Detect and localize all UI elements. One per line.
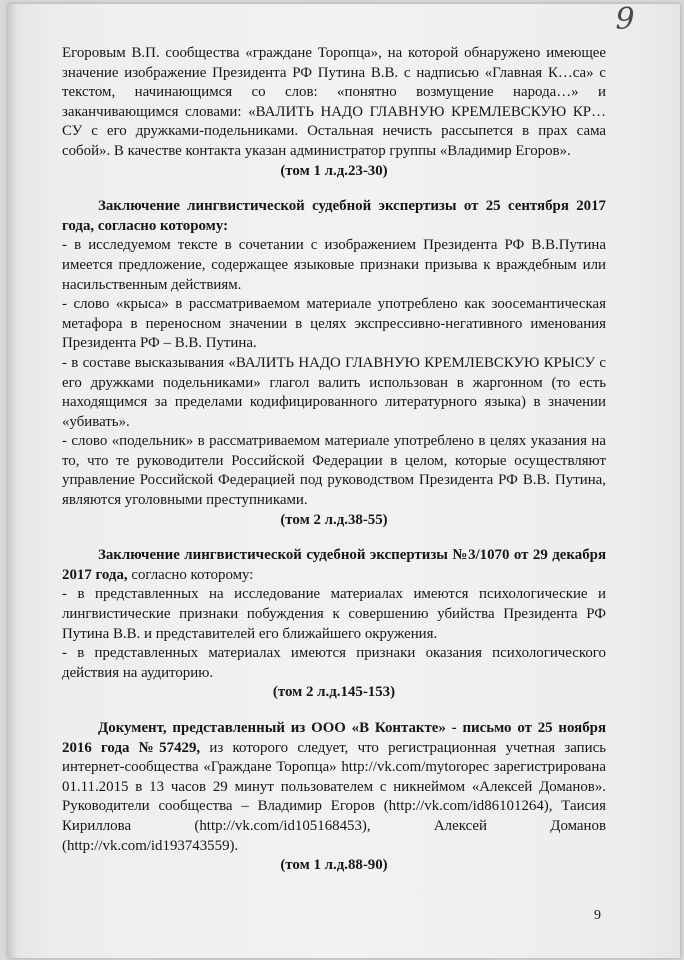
page-number: 9 [594,908,601,923]
list-item: - слово «крыса» в рассматриваемом материале употреблено как зоосемантическая метафора в переносном значении в целях экспрессивно-негативного именования Президента РФ – В.В. Путина. [62,296,606,352]
volume-reference: (том 2 л.д.145-153) [272,684,396,701]
heading-bold-text: Заключение лингвистической судебной экспертизы №3/1070 от 29 декабря 2017 года, [62,547,606,583]
section-heading-document [62,719,606,856]
volume-reference: (том 1 л.д.23-30) [280,162,388,179]
volume-reference: (том 1 л.д.88-90) [280,857,388,874]
heading-bold-text: Документ, представленный из ООО «В Контакте» - письмо от 25 ноября 2016 года №57429, [62,720,606,756]
section-heading-expertise-1: Заключение лингвистической судебной экспертизы от 25 сентября 2017 года, согласно которому: [62,198,606,234]
list-item: - в составе высказывания «ВАЛИТЬ НАДО ГЛАВНУЮ КРЕМЛЕВСКУЮ КРЫСУ с его дружками подельниками» глагол валить использован в жаргонном (то есть находящимся за пределами кодифицированного литературного языка) в значении «убивать». [62,354,606,430]
document-body [62,44,606,876]
list-item: - в представленных на исследование материалах имеются психологические и лингвистические признаки побуждения к совершению убийства Президента РФ Путина В.В. и представителей его ближайшего окружения. [62,586,606,642]
list-item: - в представленных материалах имеются признаки оказания психологического действия на аудиторию. [62,645,606,681]
section-heading-expertise-2 [62,546,606,585]
list-item: - в исследуемом тексте в сочетании с изображением Президента РФ В.В.Путина имеется предложение, содержащее языковые признаки призыва к враждебным или насильственным действиям. [62,237,606,293]
handwritten-page-number: 9 [615,2,635,37]
list-item: - слово «подельник» в рассматриваемом материале употреблено в целях указания на то, что те руководители Российской Федерации в целом, которые осуществляют управление Российской Федерацией под руководством Президента РФ В.В. Путина, являются уголовными преступниками. [62,433,606,509]
document-body-text: из которого следует, что регистрационная учетная запись интернет-сообщества «Граждане Торопца» http://vk.com/mytoropec зарегистрирована 01.11.2015 в 13 часов 29 минут пользователем с никнеймом «Алексей Доманов». Руководители сообщества – Владимир Егоров (http://vk.com/id86101264), Таисия Кириллова (http://vk.com/id105168453), Алексей Доманов (http://vk.com/id193743559). [62,739,606,854]
volume-reference: (том 2 л.д.38-55) [280,511,388,528]
scan-shadow [8,4,18,958]
paragraph-continuation: Егоровым В.П. сообщества «граждане Торопца», на которой обнаружено имеющее значение изображение Президента РФ Путина В.В. с надписью «Главная К…са» с текстом, начинающимся со слов: «понятно возмущение народа…» и заканчивающимся словами: «ВАЛИТЬ НАДО ГЛАВНУЮ КРЕМЛЕВСКУЮ КР…СУ с его дружками-подельниками. Остальная нечисть рассыпется в прах сама собой». В качестве контакта указан администратор группы «Владимир Егоров». [62,45,606,159]
heading-normal-text: согласно которому: [127,566,254,583]
